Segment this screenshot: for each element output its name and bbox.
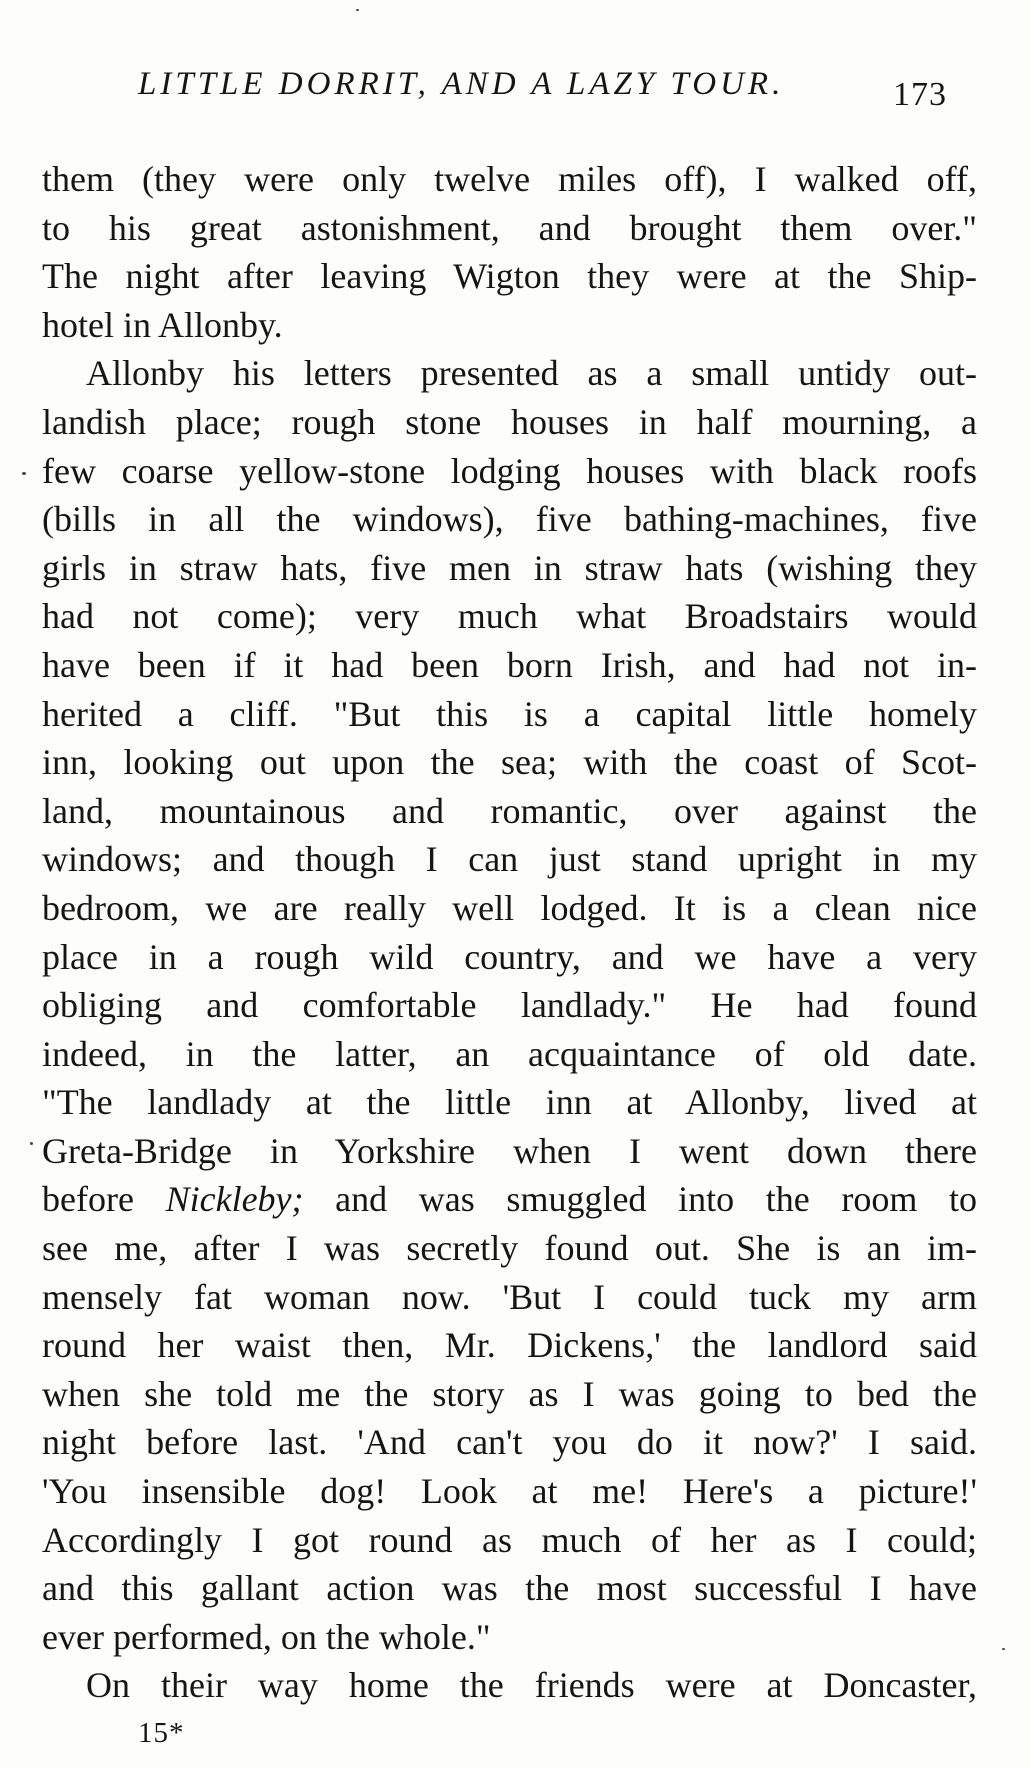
text-line: and this gallant action was the most successful I have (42, 1568, 977, 1609)
text-line: had not come); very much what Broadstairs would (42, 596, 977, 637)
text-line: land, mountainous and romantic, over against the (42, 790, 977, 831)
print-speck (1002, 1648, 1005, 1650)
text-line: girls in straw hats, five men in straw hats (wishing they (42, 547, 977, 588)
text-line: to his great astonishment, and brought them over." (42, 207, 977, 248)
signature-mark: 15* (138, 1717, 185, 1749)
italic-title: Nickleby; (165, 1179, 304, 1220)
text-line: windows; and though I can just stand upright in my (42, 839, 977, 880)
page-number: 173 (893, 76, 947, 113)
text-line: On their way home the friends were at Doncaster, (86, 1665, 977, 1706)
text-line: round her waist then, Mr. Dickens,' the landlord said (42, 1325, 977, 1366)
text-line: have been if it had been born Irish, and had not in- (42, 644, 977, 685)
text-line: place in a rough wild country, and we have a very (42, 936, 977, 977)
text-line: mensely fat woman now. 'But I could tuck my arm (42, 1276, 977, 1317)
text-line: "The landlady at the little inn at Allonby, lived at (42, 1082, 977, 1123)
text-line: ever performed, on the whole." (42, 1616, 491, 1657)
text-line: The night after leaving Wigton they were at the Ship- (42, 256, 977, 297)
text-line: bedroom, we are really well lodged. It is a clean nice (42, 887, 977, 928)
print-speck (30, 1142, 33, 1145)
text-line: when she told me the story as I was going to bed the (42, 1373, 977, 1414)
text-line: Allonby his letters presented as a small untidy out- (86, 353, 977, 394)
text-line: (bills in all the windows), five bathing-machines, five (42, 499, 977, 540)
text-line: 'You insensible dog! Look at me! Here's a picture!' (42, 1471, 977, 1512)
text-line: night before last. 'And can't you do it now?' I said. (42, 1422, 977, 1463)
text-line: landish place; rough stone houses in half mourning, a (42, 401, 977, 442)
text-line: obliging and comfortable landlady." He had found (42, 985, 977, 1026)
text-run: and was smuggled into the room to (303, 1179, 978, 1220)
text-line: see me, after I was secretly found out. She is an im- (42, 1228, 977, 1269)
print-speck (22, 472, 26, 475)
text-line: them (they were only twelve miles off), I walked off, (42, 159, 977, 199)
running-title: LITTLE DORRIT, AND A LAZY TOUR. (138, 66, 785, 102)
text-line: Accordingly I got round as much of her as I could; (42, 1519, 977, 1560)
text-line: few coarse yellow-stone lodging houses with black roofs (42, 450, 977, 491)
text-line: Greta-Bridge in Yorkshire when I went down there (42, 1130, 977, 1171)
body-text (42, 155, 977, 1710)
text-lines (42, 155, 977, 1710)
text-line: herited a cliff. "But this is a capital little homely (42, 693, 977, 734)
text-line: hotel in Allonby. (42, 304, 283, 345)
text-line: inn, looking out upon the sea; with the coast of Scot- (42, 742, 977, 783)
print-speck (356, 9, 359, 11)
text-line: indeed, in the latter, an acquaintance of old date. (42, 1033, 977, 1074)
text-run: before (42, 1179, 166, 1220)
text-line (42, 1175, 977, 1224)
